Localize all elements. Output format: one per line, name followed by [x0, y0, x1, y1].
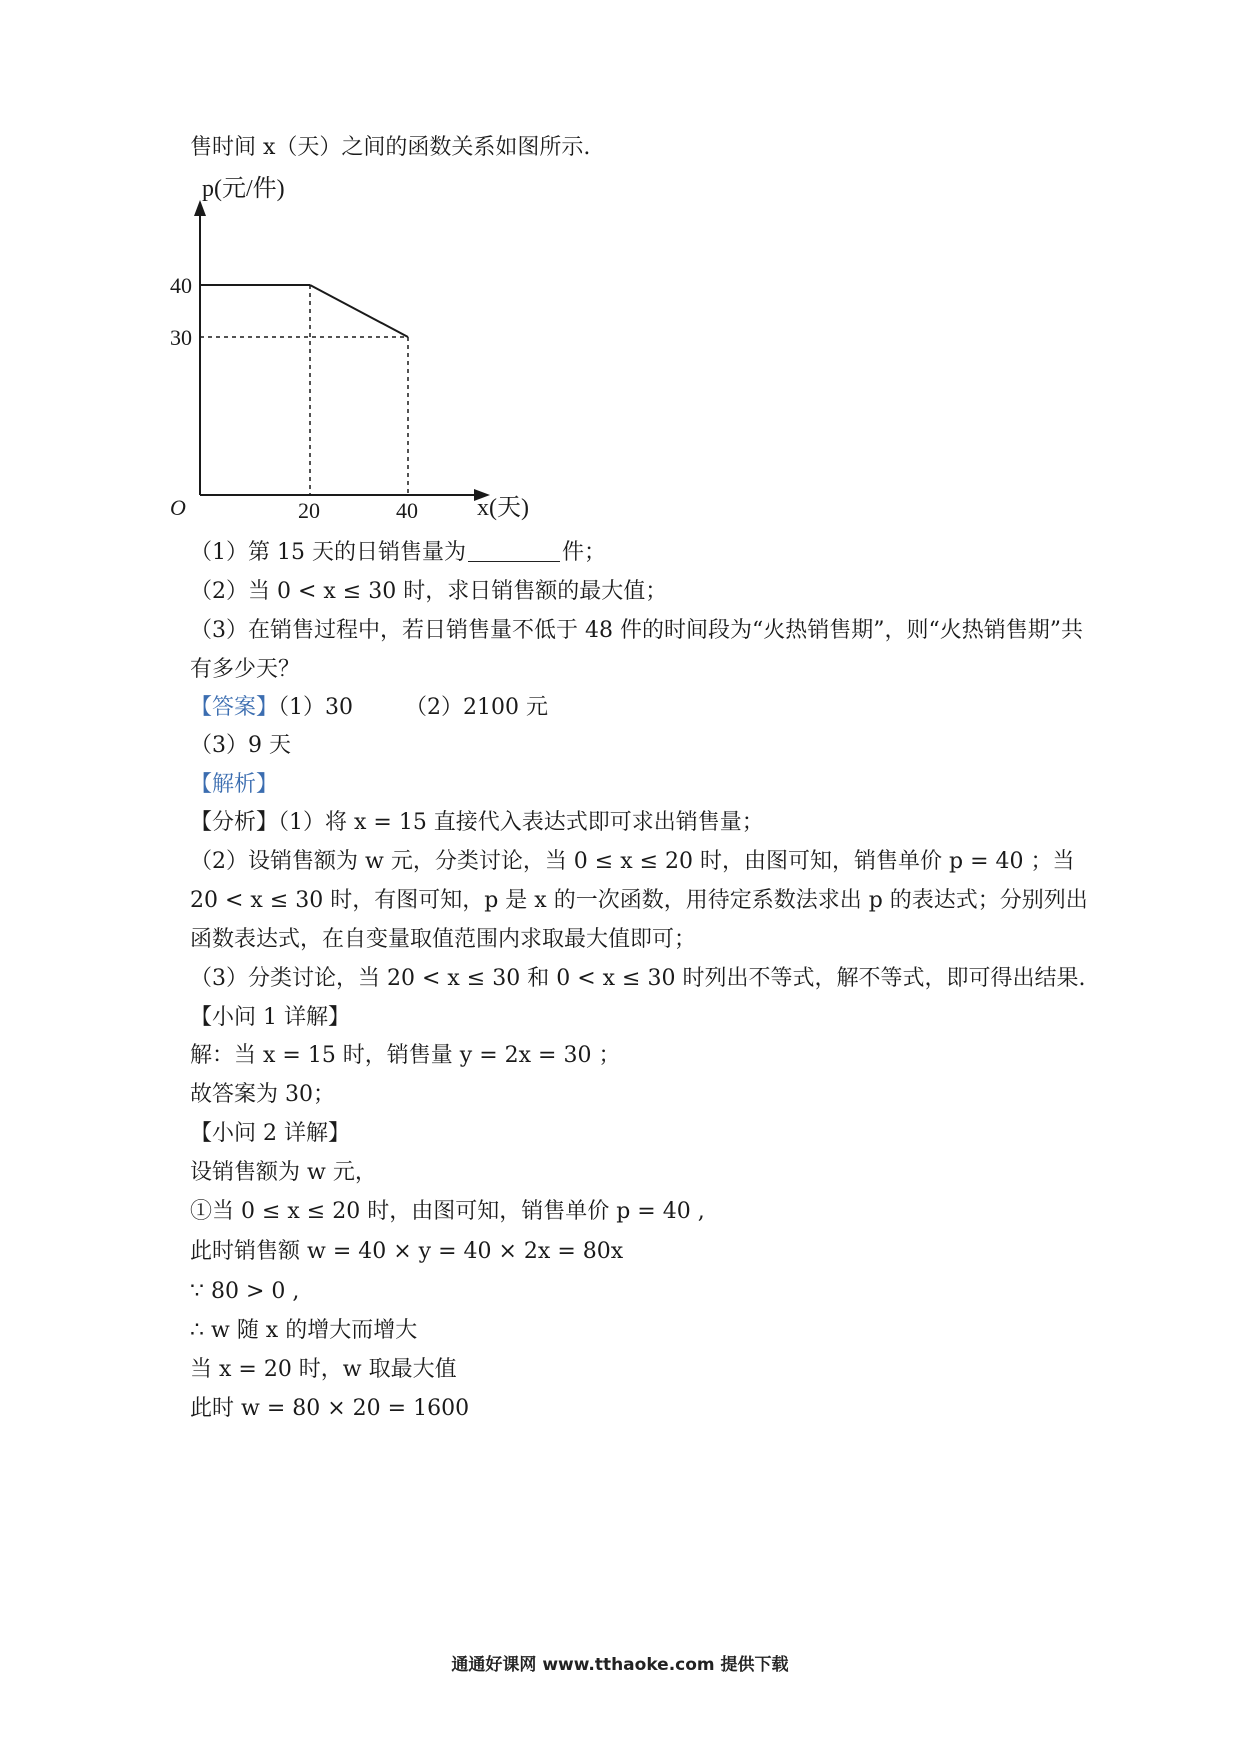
y-axis-label: p(元/件) — [202, 176, 285, 202]
question-1 — [190, 538, 606, 568]
sub2-line-d: ∵ 80 > 0 , — [190, 1279, 300, 1304]
question-2: （2）当 0 < x ≤ 30 时，求日销售额的最大值； — [190, 579, 668, 604]
y-tick-30: 30 — [170, 325, 192, 350]
sub1-conclusion: 故答案为 30； — [190, 1082, 335, 1107]
price-time-graph — [170, 176, 610, 590]
answer-blank — [468, 541, 560, 562]
answer-1: （1）30 — [278, 695, 354, 720]
sub2-line-b: ①当 0 ≤ x ≤ 20 时，由图可知，销售单价 p = 40 , — [190, 1199, 705, 1224]
answer-tag: 【答案】 — [190, 695, 279, 720]
footer-watermark: 通通好课网 www.tthaoke.com 提供下载 — [451, 1655, 789, 1675]
question-3-line1: （3）在销售过程中，若日销售量不低于 48 件的时间段为“火热销售期”，则“火热销售期”共 — [190, 618, 1083, 643]
segment-decline — [310, 285, 408, 337]
y-tick-40: 40 — [170, 273, 192, 298]
y-axis-arrow — [194, 200, 206, 216]
sub2-line-a: 设销售额为 w 元， — [190, 1160, 377, 1185]
question-3-line2: 有多少天？ — [190, 657, 301, 682]
analysis-5: （3）分类讨论，当 20 < x ≤ 30 和 0 < x ≤ 30 时列出不等式，解不等式，即可得出结果. — [190, 966, 1086, 991]
sub1-solution: 解：当 x = 15 时，销售量 y = 2x = 30 ； — [190, 1043, 621, 1068]
answer-line — [190, 693, 548, 723]
sub2-line-f: 当 x = 20 时，w 取最大值 — [190, 1357, 457, 1382]
x-tick-20: 20 — [298, 498, 320, 523]
sub2-line-g: 此时 w = 80 × 20 = 1600 — [190, 1396, 470, 1421]
sub2-line-c: 此时销售额 w = 40 × y = 40 × 2x = 80x — [190, 1239, 624, 1264]
x-axis-label: x(天) — [477, 495, 529, 521]
intro-text: 售时间 x（天）之间的函数关系如图所示. — [190, 135, 591, 160]
question-1-text: （1）第 15 天的日销售量为 — [190, 540, 466, 565]
analysis-4: 函数表达式，在自变量取值范围内求取最大值即可； — [190, 927, 697, 952]
answer-3: （3）9 天 — [190, 733, 291, 758]
analysis-3: 20 < x ≤ 30 时，有图可知，p 是 x 的一次函数，用待定系数法求出 p 的表达式；分别列出 — [190, 888, 1088, 913]
analysis-1: 【分析】（1）将 x = 15 直接代入表达式即可求出销售量； — [190, 810, 764, 835]
sub2-heading: 【小问 2 详解】 — [190, 1121, 350, 1146]
question-1-unit: 件； — [561, 540, 606, 565]
analysis-tag: 【解析】 — [190, 772, 279, 797]
sub1-heading: 【小问 1 详解】 — [190, 1005, 350, 1030]
x-tick-40: 40 — [396, 498, 418, 523]
answer-2: （2）2100 元 — [405, 695, 548, 720]
analysis-2: （2）设销售额为 w 元，分类讨论，当 0 ≤ x ≤ 20 时，由图可知，销售单价 p = 40 ；当 — [190, 849, 1075, 874]
sub2-line-e: ∴ w 随 x 的增大而增大 — [190, 1318, 418, 1343]
origin-label: O — [170, 495, 186, 520]
